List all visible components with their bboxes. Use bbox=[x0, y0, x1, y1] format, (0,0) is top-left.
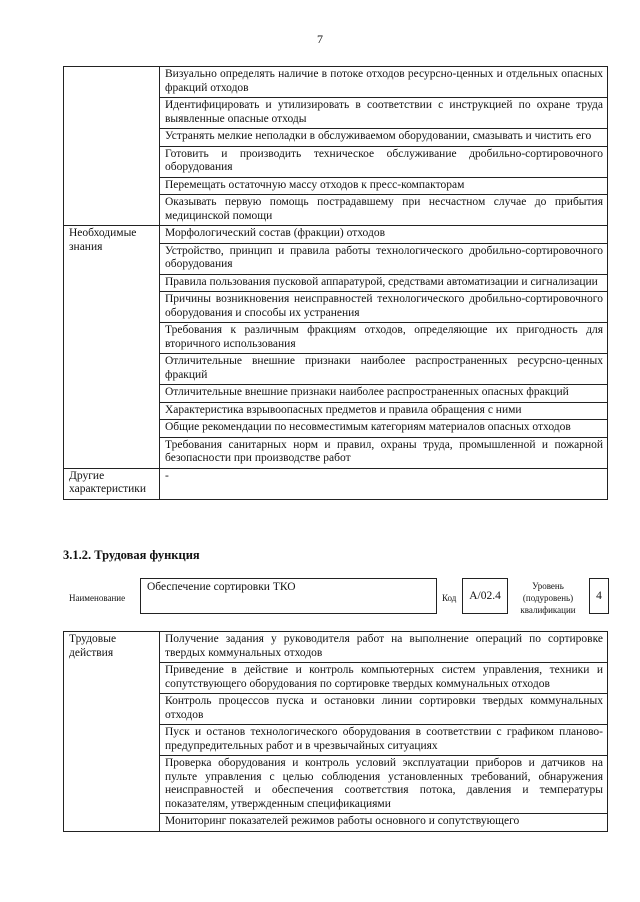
level-box: 4 bbox=[589, 578, 609, 614]
knowledge-item: Характеристика взрывоопасных предметов и правила обращения с ними bbox=[160, 402, 608, 420]
other-characteristics-label: Другие характеристики bbox=[64, 468, 160, 499]
level-label bbox=[511, 580, 585, 616]
name-label: Наименование bbox=[69, 593, 126, 603]
actions-label: Трудовые действия bbox=[64, 632, 160, 832]
knowledge-label: Необходимые знания bbox=[64, 226, 160, 469]
action-item: Пуск и останов технологического оборудования в соответствии с графиком планово-предупредительных работ и в чрезвычайных ситуациях bbox=[160, 725, 608, 756]
labor-actions-table bbox=[63, 631, 608, 832]
code-label: Код bbox=[442, 593, 457, 603]
skills-label-cell bbox=[64, 67, 160, 226]
level-label-line: квалификации bbox=[520, 605, 576, 615]
table-row bbox=[64, 632, 608, 663]
knowledge-item: Устройство, принцип и правила работы технологического дробильно-сортировочного оборудования bbox=[160, 243, 608, 274]
skill-item: Идентифицировать и утилизировать в соответствии с инструкцией по охране труда выявленные опасные отходы bbox=[160, 98, 608, 129]
level-label-line: (подуровень) bbox=[522, 593, 574, 603]
knowledge-item: Общие рекомендации по несовместимым категориям материалов опасных отходов bbox=[160, 420, 608, 438]
function-name-box: Обеспечение сортировки ТКО bbox=[140, 578, 437, 614]
other-characteristics-value: - bbox=[160, 468, 608, 499]
action-item: Мониторинг показателей режимов работы основного и сопутствующего bbox=[160, 814, 608, 832]
code-box: А/02.4 bbox=[462, 578, 508, 614]
knowledge-item: Требования санитарных норм и правил, охраны труда, промышленной и пожарной безопасности при производстве работ bbox=[160, 437, 608, 468]
knowledge-item: Причины возникновения неисправностей технологического дробильно-сортировочного оборудования и способы их устранения bbox=[160, 292, 608, 323]
skill-item: Устранять мелкие неполадки в обслуживаемом оборудовании, смазывать и чистить его bbox=[160, 129, 608, 147]
action-item: Проверка оборудования и контроль условий эксплуатации приборов и датчиков на пульте управления с целью соблюдения установленных требований, обнаружения неисправностей и обеспечения соответствия потока, давления и температуры показателям, утвержденным спецификациями bbox=[160, 756, 608, 814]
page-number: 7 bbox=[317, 32, 323, 46]
knowledge-item: Требования к различным фракциям отходов, определяющие их пригодность для вторичного использования bbox=[160, 323, 608, 354]
skill-item: Готовить и производить техническое обслуживание дробильно-сортировочного оборудования bbox=[160, 146, 608, 177]
skill-item: Оказывать первую помощь пострадавшему при несчастном случае до прибытия медицинской помощи bbox=[160, 195, 608, 226]
table-row bbox=[64, 226, 608, 244]
knowledge-item: Отличительные внешние признаки наиболее распространенных опасных фракций bbox=[160, 385, 608, 403]
skill-item: Перемещать остаточную массу отходов к пресс-компакторам bbox=[160, 177, 608, 195]
section-heading: 3.1.2. Трудовая функция bbox=[63, 548, 200, 562]
knowledge-item: Правила пользования пусковой аппаратурой, средствами автоматизации и сигнализации bbox=[160, 274, 608, 292]
table-row bbox=[64, 67, 608, 98]
knowledge-item: Морфологический состав (фракции) отходов bbox=[160, 226, 608, 244]
level-label-line: Уровень bbox=[532, 581, 564, 591]
knowledge-item: Отличительные внешние признаки наиболее распространенных ресурсно-ценных фракций bbox=[160, 354, 608, 385]
skill-item: Визуально определять наличие в потоке отходов ресурсно-ценных и отдельных опасных фракций отходов bbox=[160, 67, 608, 98]
action-item: Получение задания у руководителя работ на выполнение операций по сортировке твердых коммунальных отходов bbox=[160, 632, 608, 663]
action-item: Приведение в действие и контроль компьютерных систем управления, техники и сопутствующего оборудования по сортировке твердых коммунальных отходов bbox=[160, 663, 608, 694]
table-row bbox=[64, 468, 608, 499]
action-item: Контроль процессов пуска и остановки линии сортировки твердых коммунальных отходов bbox=[160, 694, 608, 725]
skills-knowledge-table bbox=[63, 66, 608, 500]
